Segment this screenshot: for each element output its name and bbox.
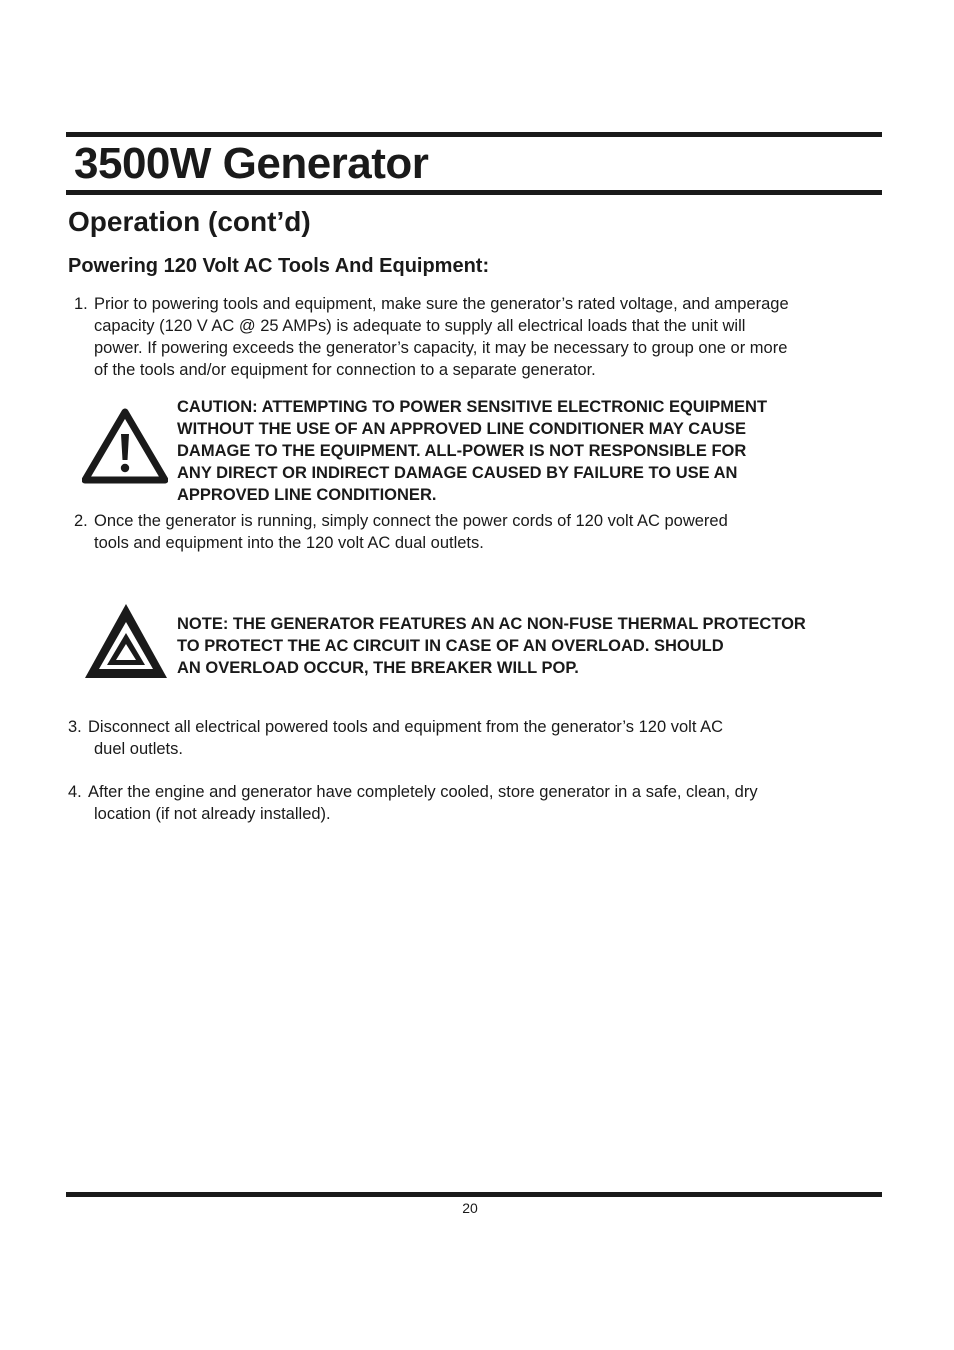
note-line: AN OVERLOAD OCCUR, THE BREAKER WILL POP.	[177, 659, 579, 677]
step-line: power. If powering exceeds the generator’s capacity, it may be necessary to group one or more	[94, 339, 788, 357]
step-number: 1.	[74, 295, 88, 313]
step-number: 4.	[68, 783, 82, 801]
note-message	[177, 613, 897, 679]
step-4	[68, 781, 888, 825]
step-2	[74, 510, 894, 554]
caution-line: DAMAGE TO THE EQUIPMENT. ALL-POWER IS NOT RESPONSIBLE FOR	[177, 442, 747, 460]
step-text	[74, 510, 894, 554]
footer-rule	[66, 1192, 882, 1197]
step-number: 2.	[74, 512, 88, 530]
caution-line: CAUTION: ATTEMPTING TO POWER SENSITIVE ELECTRONIC EQUIPMENT	[177, 398, 768, 416]
triangle-note-icon	[83, 602, 169, 680]
subsection-title: Powering 120 Volt AC Tools And Equipment:	[68, 255, 490, 277]
page-number: 20	[462, 1200, 478, 1216]
step-line: tools and equipment into the 120 volt AC dual outlets.	[94, 534, 484, 552]
caution-line: APPROVED LINE CONDITIONER.	[177, 486, 437, 504]
note-line: NOTE: THE GENERATOR FEATURES AN AC NON-FUSE THERMAL PROTECTOR	[177, 615, 806, 633]
step-line: capacity (120 V AC @ 25 AMPs) is adequate to supply all electrical loads that the unit will	[94, 317, 746, 335]
step-3	[68, 716, 888, 760]
step-line: of the tools and/or equipment for connection to a separate generator.	[94, 361, 596, 379]
title-top-rule	[66, 132, 882, 137]
step-line: location (if not already installed).	[94, 805, 331, 823]
step-text	[68, 716, 888, 760]
step-line: After the engine and generator have completely cooled, store generator in a safe, clean, dry	[88, 783, 758, 801]
step-line: Prior to powering tools and equipment, make sure the generator’s rated voltage, and amperage	[94, 295, 789, 313]
step-line: Disconnect all electrical powered tools and equipment from the generator’s 120 volt AC	[88, 718, 723, 736]
section-title: Operation (cont’d)	[68, 206, 311, 237]
caution-message	[177, 396, 877, 506]
step-line: duel outlets.	[94, 740, 183, 758]
note-line: TO PROTECT THE AC CIRCUIT IN CASE OF AN OVERLOAD. SHOULD	[177, 637, 724, 655]
caution-line: ANY DIRECT OR INDIRECT DAMAGE CAUSED BY FAILURE TO USE AN	[177, 464, 738, 482]
step-line: Once the generator is running, simply connect the power cords of 120 volt AC powered	[94, 512, 728, 530]
page-title: 3500W Generator	[74, 139, 429, 188]
caution-line: WITHOUT THE USE OF AN APPROVED LINE CONDITIONER MAY CAUSE	[177, 420, 746, 438]
exclamation-warning-icon	[82, 408, 168, 484]
title-bottom-rule	[66, 190, 882, 195]
step-1	[74, 293, 894, 381]
step-text	[68, 781, 888, 825]
step-number: 3.	[68, 718, 82, 736]
step-text	[74, 293, 894, 381]
